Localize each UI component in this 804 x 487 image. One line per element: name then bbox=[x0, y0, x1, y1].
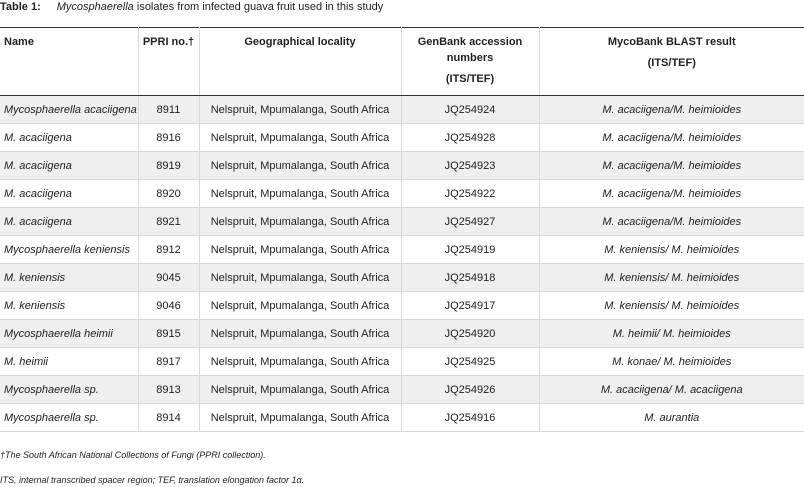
cell-name: M. acaciigena bbox=[0, 208, 138, 236]
cell-blast: M. acaciigena/M. heimioides bbox=[539, 208, 804, 236]
cell-ppri: 9046 bbox=[138, 292, 199, 320]
cell-ppri: 8912 bbox=[138, 236, 199, 264]
table-row bbox=[0, 348, 804, 376]
cell-ppri: 8914 bbox=[138, 404, 199, 432]
cell-blast: M. acaciigena/ M. acaciigena bbox=[539, 376, 804, 404]
cell-ppri: 8920 bbox=[138, 180, 199, 208]
caption-title-rest: isolates from infected guava fruit used in this study bbox=[133, 1, 384, 13]
cell-locality: Nelspruit, Mpumalanga, South Africa bbox=[199, 264, 401, 292]
header-ppri: PPRI no.† bbox=[138, 28, 199, 96]
table-row bbox=[0, 376, 804, 404]
cell-locality: Nelspruit, Mpumalanga, South Africa bbox=[199, 180, 401, 208]
cell-name: M. acaciigena bbox=[0, 124, 138, 152]
cell-name: Mycosphaerella sp. bbox=[0, 376, 138, 404]
cell-genbank: JQ254919 bbox=[401, 236, 539, 264]
cell-genbank: JQ254918 bbox=[401, 264, 539, 292]
cell-ppri: 8915 bbox=[138, 320, 199, 348]
cell-locality: Nelspruit, Mpumalanga, South Africa bbox=[199, 320, 401, 348]
cell-name: M. acaciigena bbox=[0, 180, 138, 208]
cell-locality: Nelspruit, Mpumalanga, South Africa bbox=[199, 292, 401, 320]
cell-name: Mycosphaerella heimii bbox=[0, 320, 138, 348]
cell-genbank: JQ254920 bbox=[401, 320, 539, 348]
table-row bbox=[0, 180, 804, 208]
table-header-row bbox=[0, 28, 804, 96]
cell-locality: Nelspruit, Mpumalanga, South Africa bbox=[199, 208, 401, 236]
header-mycobank-label: MycoBank BLAST result bbox=[607, 36, 736, 48]
table-row bbox=[0, 292, 804, 320]
cell-locality: Nelspruit, Mpumalanga, South Africa bbox=[199, 152, 401, 180]
cell-locality: Nelspruit, Mpumalanga, South Africa bbox=[199, 404, 401, 432]
cell-name: M. acaciigena bbox=[0, 152, 138, 180]
cell-ppri: 8913 bbox=[138, 376, 199, 404]
footnote-abbreviations: ITS, internal transcribed spacer region; TEF, translation elongation factor 1α. bbox=[0, 475, 305, 485]
cell-ppri: 8921 bbox=[138, 208, 199, 236]
cell-name: M. keniensis bbox=[0, 264, 138, 292]
cell-locality: Nelspruit, Mpumalanga, South Africa bbox=[199, 376, 401, 404]
table-row bbox=[0, 236, 804, 264]
table-caption bbox=[0, 0, 383, 16]
cell-locality: Nelspruit, Mpumalanga, South Africa bbox=[199, 124, 401, 152]
table-row bbox=[0, 404, 804, 432]
cell-locality: Nelspruit, Mpumalanga, South Africa bbox=[199, 96, 401, 124]
cell-blast: M. keniensis/ M. heimioides bbox=[539, 264, 804, 292]
cell-blast: M. keniensis/ M. heimioides bbox=[539, 292, 804, 320]
caption-title-genus: Mycosphaerella bbox=[56, 1, 134, 13]
cell-blast: M. aurantia bbox=[539, 404, 804, 432]
table-row bbox=[0, 320, 804, 348]
cell-genbank: JQ254928 bbox=[401, 124, 539, 152]
cell-blast: M. acaciigena/M. heimioides bbox=[539, 124, 804, 152]
cell-genbank: JQ254916 bbox=[401, 404, 539, 432]
header-genbank-label: GenBank accession numbers bbox=[417, 36, 523, 64]
table-row bbox=[0, 264, 804, 292]
cell-blast: M. acaciigena/M. heimioides bbox=[539, 96, 804, 124]
table-row bbox=[0, 208, 804, 236]
cell-ppri: 8916 bbox=[138, 124, 199, 152]
cell-genbank: JQ254925 bbox=[401, 348, 539, 376]
header-mycobank bbox=[539, 28, 804, 96]
cell-ppri: 9045 bbox=[138, 264, 199, 292]
header-genbank-sub: (ITS/TEF) bbox=[445, 73, 495, 85]
table-row bbox=[0, 96, 804, 124]
isolates-table bbox=[0, 27, 804, 432]
footnote-ppri: †The South African National Collections of Fungi (PPRI collection). bbox=[0, 450, 266, 460]
cell-name: Mycosphaerella keniensis bbox=[0, 236, 138, 264]
cell-genbank: JQ254922 bbox=[401, 180, 539, 208]
caption-label: Table 1: bbox=[0, 1, 41, 13]
cell-genbank: JQ254923 bbox=[401, 152, 539, 180]
header-locality: Geographical locality bbox=[199, 28, 401, 96]
header-mycobank-sub: (ITS/TEF) bbox=[647, 57, 696, 69]
cell-name: Mycosphaerella sp. bbox=[0, 404, 138, 432]
cell-genbank: JQ254926 bbox=[401, 376, 539, 404]
table-row bbox=[0, 152, 804, 180]
header-genbank bbox=[401, 28, 539, 96]
cell-name: M. heimii bbox=[0, 348, 138, 376]
cell-blast: M. keniensis/ M. heimioides bbox=[539, 236, 804, 264]
cell-genbank: JQ254917 bbox=[401, 292, 539, 320]
cell-name: Mycosphaerella acaciigena bbox=[0, 96, 138, 124]
cell-blast: M. acaciigena/M. heimioides bbox=[539, 152, 804, 180]
cell-name: M. keniensis bbox=[0, 292, 138, 320]
cell-blast: M. konae/ M. heimioides bbox=[539, 348, 804, 376]
cell-blast: M. heimii/ M. heimioides bbox=[539, 320, 804, 348]
cell-ppri: 8919 bbox=[138, 152, 199, 180]
cell-locality: Nelspruit, Mpumalanga, South Africa bbox=[199, 236, 401, 264]
table-row bbox=[0, 124, 804, 152]
cell-blast: M. acaciigena/M. heimioides bbox=[539, 180, 804, 208]
cell-ppri: 8917 bbox=[138, 348, 199, 376]
header-name: Name bbox=[0, 28, 138, 96]
cell-genbank: JQ254924 bbox=[401, 96, 539, 124]
cell-genbank: JQ254927 bbox=[401, 208, 539, 236]
cell-ppri: 8911 bbox=[138, 96, 199, 124]
cell-locality: Nelspruit, Mpumalanga, South Africa bbox=[199, 348, 401, 376]
